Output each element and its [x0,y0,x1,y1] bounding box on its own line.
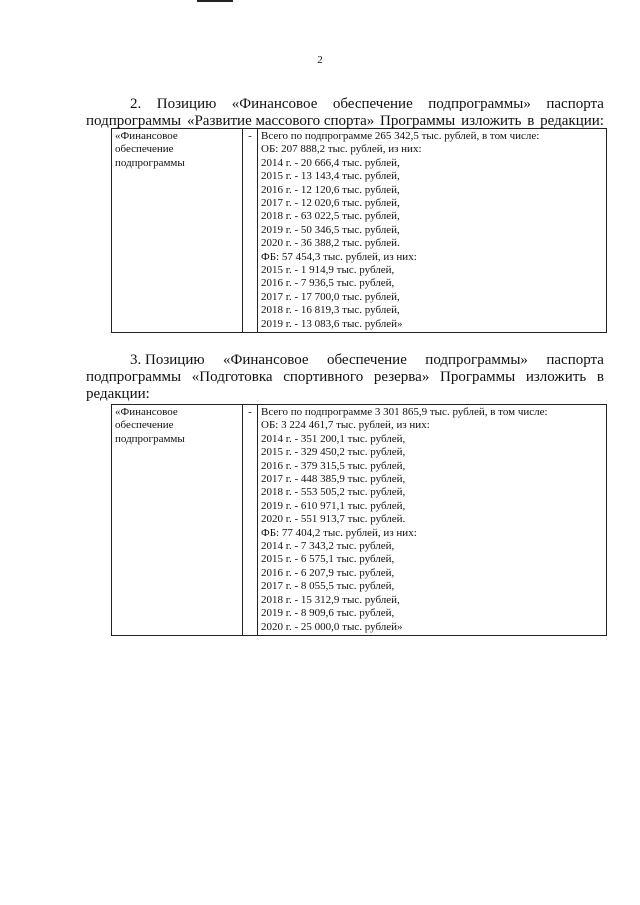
heading-word: редакции: [540,113,604,129]
heading-word: подпрограммы» [425,352,528,368]
content-line: 2016 г. - 7 936,5 тыс. рублей, [261,277,395,290]
section3-heading-line-3 [86,386,604,403]
heading-word: Позицию [156,96,217,112]
table-row [112,129,607,333]
content-line: 2014 г. - 20 666,4 тыс. рублей, [261,156,400,169]
label-line: подпрограммы [115,432,185,445]
content-line: 2017 г. - 17 700,0 тыс. рублей, [261,290,400,303]
heading-word: «Подготовка [191,369,273,385]
heading-word: изложить [461,113,522,129]
label-line: «Финансовое [115,406,178,418]
heading-word: 3. Позицию [130,352,205,368]
heading-word: обеспечение [327,352,407,368]
content-line: 2015 г. - 1 914,9 тыс. рублей, [261,264,395,277]
content-line: 2014 г. - 7 343,2 тыс. рублей, [261,540,395,553]
content-line: 2018 г. - 63 022,5 тыс. рублей, [261,210,400,223]
content-line: Всего по подпрограмме 265 342,5 тыс. рублей, в том числе: [261,130,540,142]
heading-word: резерва» [373,369,430,385]
content-line: 2015 г. - 13 143,4 тыс. рублей, [261,170,400,183]
section2-dash-cell: - [243,129,258,333]
content-line: ОБ: 3 224 461,7 тыс. рублей, из них: [261,419,430,432]
content-line: 2017 г. - 448 385,9 тыс. рублей, [261,473,406,486]
content-line: 2019 г. - 50 346,5 тыс. рублей, [261,223,400,236]
content-line: 2015 г. - 6 575,1 тыс. рублей, [261,553,395,566]
label-line: обеспечение [115,143,174,156]
content-line: 2019 г. - 8 909,6 тыс. рублей, [261,607,395,620]
content-line: 2020 г. - 25 000,0 тыс. рублей» [261,620,403,633]
section3-label-cell [112,405,243,636]
heading-word: «Развитие массового спорта» [186,113,375,129]
content-line: ОБ: 207 888,2 тыс. рублей, из них: [261,143,422,156]
content-line: 2018 г. - 553 505,2 тыс. рублей, [261,486,406,499]
content-line: 2020 г. - 551 913,7 тыс. рублей. [261,513,406,526]
content-line: 2017 г. - 12 020,6 тыс. рублей, [261,197,400,210]
top-edge-mark [197,0,233,2]
content-line: 2020 г. - 36 388,2 тыс. рублей. [261,237,400,250]
heading-word: паспорта [546,96,604,112]
heading-word: подпрограммы» [428,96,531,112]
content-line: 2016 г. - 379 315,5 тыс. рублей, [261,459,406,472]
table-row [112,405,607,636]
section3-dash-cell: - [243,405,258,636]
content-line: 2015 г. - 329 450,2 тыс. рублей, [261,446,406,459]
section2-heading [86,96,604,130]
heading-word: 2. [130,96,142,112]
heading-word: изложить [525,369,587,385]
content-line: 2018 г. - 16 819,3 тыс. рублей, [261,304,400,317]
content-line: 2016 г. - 12 120,6 тыс. рублей, [261,183,400,196]
heading-word: «Финансовое [231,96,318,112]
content-line: Всего по подпрограмме 3 301 865,9 тыс. рублей, в том числе: [261,406,548,418]
content-line: 2019 г. - 610 971,1 тыс. рублей, [261,499,406,512]
section2-label-cell [112,129,243,333]
label-line: «Финансовое [115,130,178,142]
section3-heading [86,352,604,403]
content-line: 2017 г. - 8 055,5 тыс. рублей, [261,580,395,593]
label-line: подпрограммы [115,156,185,169]
content-line: 2014 г. - 351 200,1 тыс. рублей, [261,432,406,445]
section3-funding-table [111,404,607,636]
heading-word: редакции: [86,386,150,402]
content-line: ФБ: 57 454,3 тыс. рублей, из них: [261,250,417,263]
page-number: 2 [317,54,323,66]
heading-word: подпрограммы [86,113,182,129]
content-line: ФБ: 77 404,2 тыс. рублей, из них: [261,526,417,539]
section3-heading-line-2 [86,369,604,386]
section2-funding-table [111,128,607,333]
heading-word: паспорта [546,352,604,368]
content-line: 2019 г. - 13 083,6 тыс. рублей» [261,317,403,330]
heading-word: Программы [380,113,456,129]
heading-word: в [596,369,604,385]
heading-word: Программы [439,369,516,385]
heading-word: спортивного [283,369,364,385]
section2-content-cell [258,129,607,333]
content-line: 2016 г. - 6 207,9 тыс. рублей, [261,566,395,579]
content-line: 2018 г. - 15 312,9 тыс. рублей, [261,593,400,606]
heading-word: в [527,113,535,129]
section3-heading-line-1 [118,352,604,369]
label-line: обеспечение [115,419,174,432]
section3-content-cell [258,405,607,636]
section2-heading-line-1 [118,96,604,113]
heading-word: подпрограммы [86,369,182,385]
heading-word: «Финансовое [222,352,309,368]
heading-word: обеспечение [332,96,413,112]
